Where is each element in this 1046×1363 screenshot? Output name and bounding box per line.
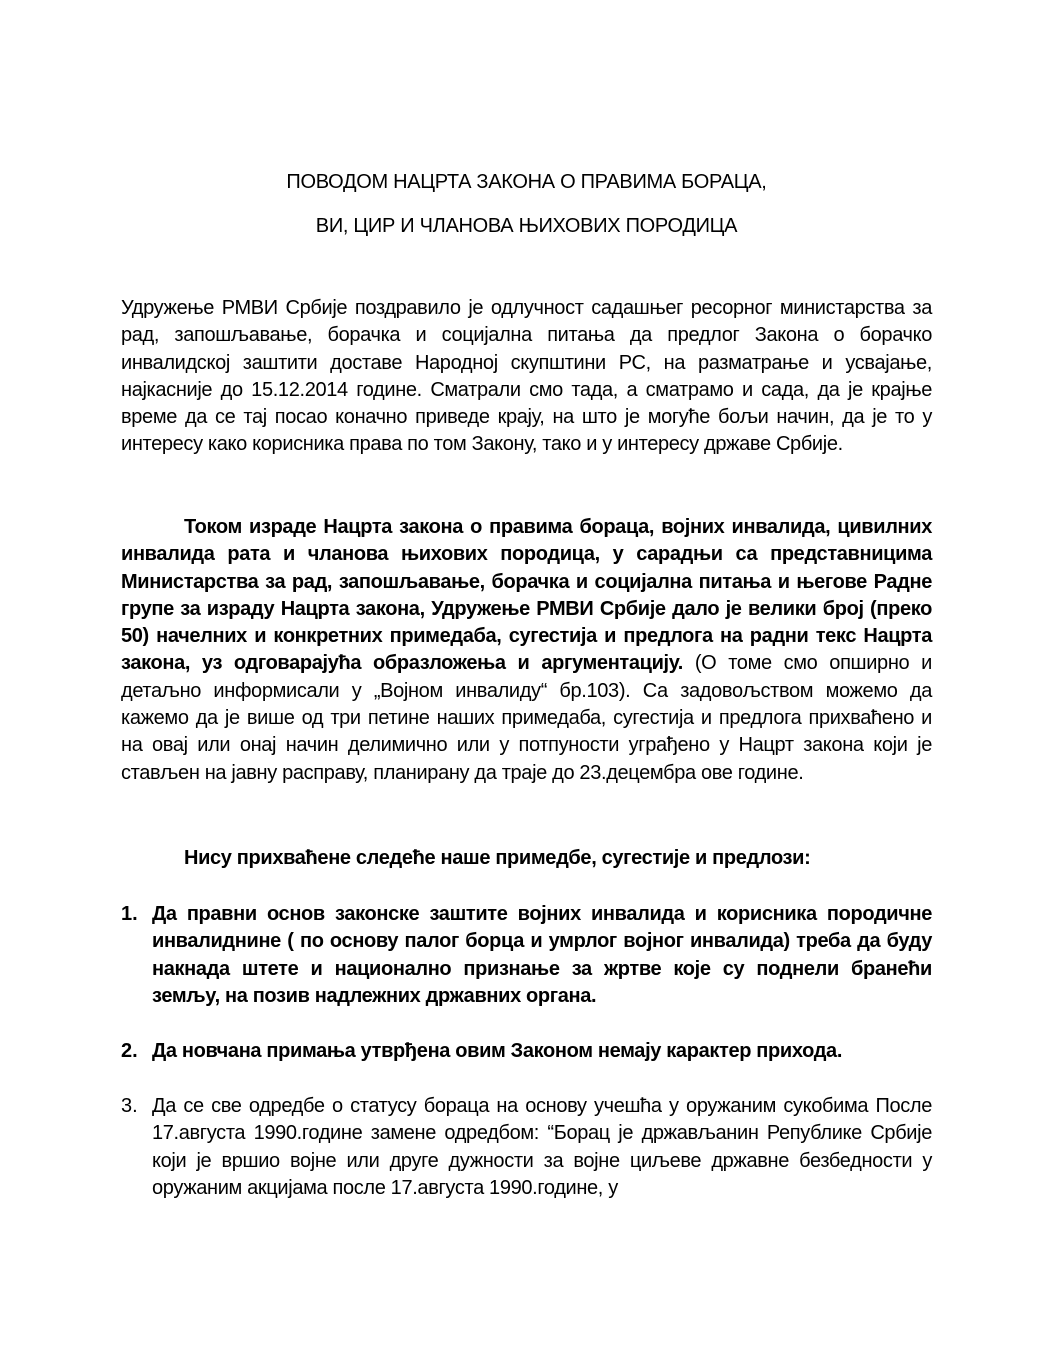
paragraph-bold-part: Током израде Нацрта закона о правима бораца, војних инвалида, цивилних инвалида рата и чланова њихових породица, у сарадњи са представницима Министарства за рад, запошљавање, борачка и социјална питања и његове Радне групе за израду Нацрта закона, Удружење РМВИ Србије дало је велики број (преко 50) начелних и конкретних примедаба, сугестија и предлога на радни текс Нацрта закона, уз одговарајућа образложења и аргументацију.	[121, 516, 932, 675]
paragraph-regular-part: (О томе смо опширно и детаљно информисали у „Војном инвалиду“ бр.103). Са задовољством можемо да кажемо да је више од три петине наших примедаба, сугестија и предлога прихваћено и на овај или онај начин делимично или у потпуности уграђено у Нацрт закона који је стављен на јавну расправу, планирану да траје до 23.децембра ове године.	[121, 652, 932, 784]
list-number: 2.	[121, 1040, 138, 1062]
paragraph-intro: Удружење РМВИ Србије поздравило је одлучност садашњег ресорног министарства за рад, запошљавање, борачка и социјална питања да предлог Закона о борачко инвалидској заштити доставе Народној скупштини РС, на разматрање и усвајање, најкасније до 15.12.2014 године. Сматрали смо тада, а сматрамо и сада, да је крајње време да се тај посао коначно приведе крају, на што је могуће бољи начин, да је то у интересу како корисника права по том Закону, тако и у интересу државе Србије.	[121, 297, 932, 456]
list-text: Да правни основ законске заштите војних инвалида и корисника породичне инвалиднине ( по основу палог борца и умрлог војног инвалида) треба да буду накнада штете и национално признање за жртве које су поднели бранећи земљу, на позив надлежних државних органа.	[152, 903, 932, 1007]
list-text: Да новчана примања утврђена овим Законом немају карактер прихода.	[152, 1040, 843, 1062]
document-title-line-2: ВИ, ЦИР И ЧЛАНОВА ЊИХОВИХ ПОРОДИЦА	[315, 215, 738, 237]
paragraph-draft-cooperation	[121, 514, 932, 787]
list-item-3	[121, 1093, 932, 1202]
list-number: 1.	[121, 903, 138, 925]
list-item-2	[121, 1038, 932, 1065]
list-number: 3.	[121, 1095, 138, 1117]
document-title-line-1: ПОВОДОМ НАЦРТА ЗАКОНА О ПРАВИМА БОРАЦА,	[286, 171, 767, 193]
list-item-1	[121, 901, 932, 1010]
section-subheading: Нису прихваћене следеће наше примедбе, сугестије и предлози:	[184, 847, 811, 869]
list-text: Да се све одредбе о статусу бораца на основу учешћа у оружаним сукобима После 17.августа 1990.године замене одредбом: “Борац је држављанин Републике Србије који је вршио војне или друге дужности за војне циљеве државне безбедности у оружаним акцијама после 17.августа 1990.године, у	[152, 1095, 932, 1199]
